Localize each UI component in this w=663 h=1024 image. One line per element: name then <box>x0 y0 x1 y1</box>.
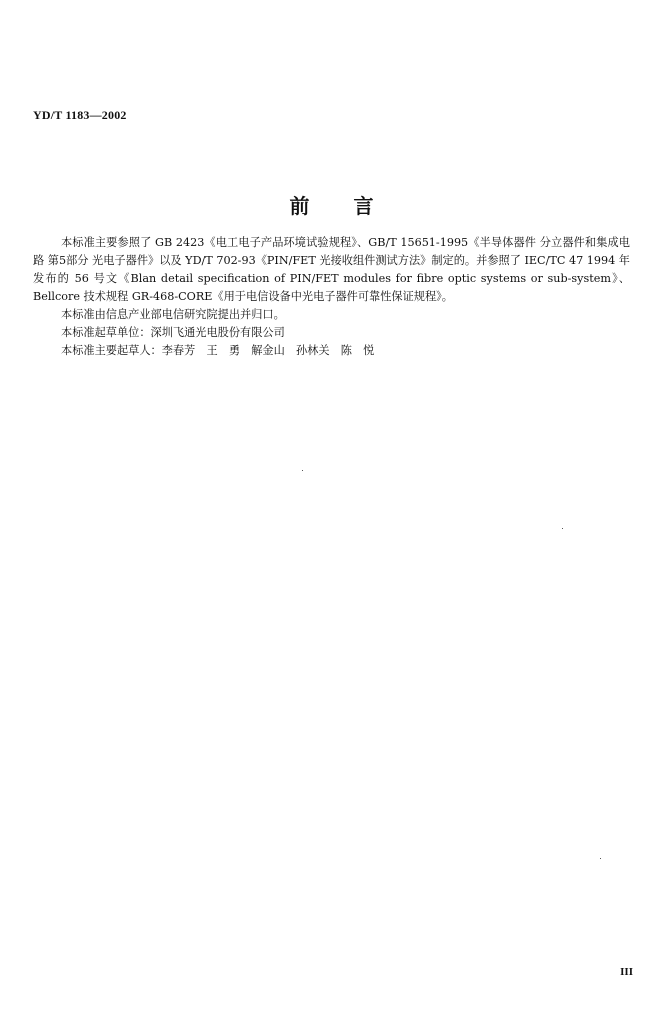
paragraph-proposer: 本标准由信息产业部电信研究院提出并归口。 <box>61 308 285 321</box>
page-title <box>0 190 663 219</box>
paragraph-drafters: 本标准主要起草人：李春芳 王 勇 解金山 孙林关 陈 悦 <box>61 344 375 357</box>
scan-speck <box>302 470 303 471</box>
page-number: III <box>620 966 633 978</box>
scan-speck <box>600 858 601 859</box>
scan-speck <box>562 528 563 529</box>
title-char-2: 言 <box>353 194 374 218</box>
document-code: YD/T 1183—2002 <box>33 108 127 122</box>
paragraph-drafting-unit: 本标准起草单位：深圳飞通光电股份有限公司 <box>61 326 285 339</box>
preface-body <box>33 234 630 360</box>
paragraph-references: 本标准主要参照了 GB 2423《电工电子产品环境试验规程》、GB/T 15651-1995《半导体器件 分立器件和集成电路 第5部分 光电子器件》以及 YD/T 702-93《PIN/FET 光接收组件测试方法》制定的。并参照了 IEC/TC 47 1994 年发布的 56 号文《Blan detail specification of PIN/FET modules for fibre optic systems or sub-system》、Bellcore 技术规程 GR-468-CORE《用于电信设备中光电子器件可靠性保证规程》。 <box>33 236 630 303</box>
title-char-1: 前 <box>289 194 310 218</box>
